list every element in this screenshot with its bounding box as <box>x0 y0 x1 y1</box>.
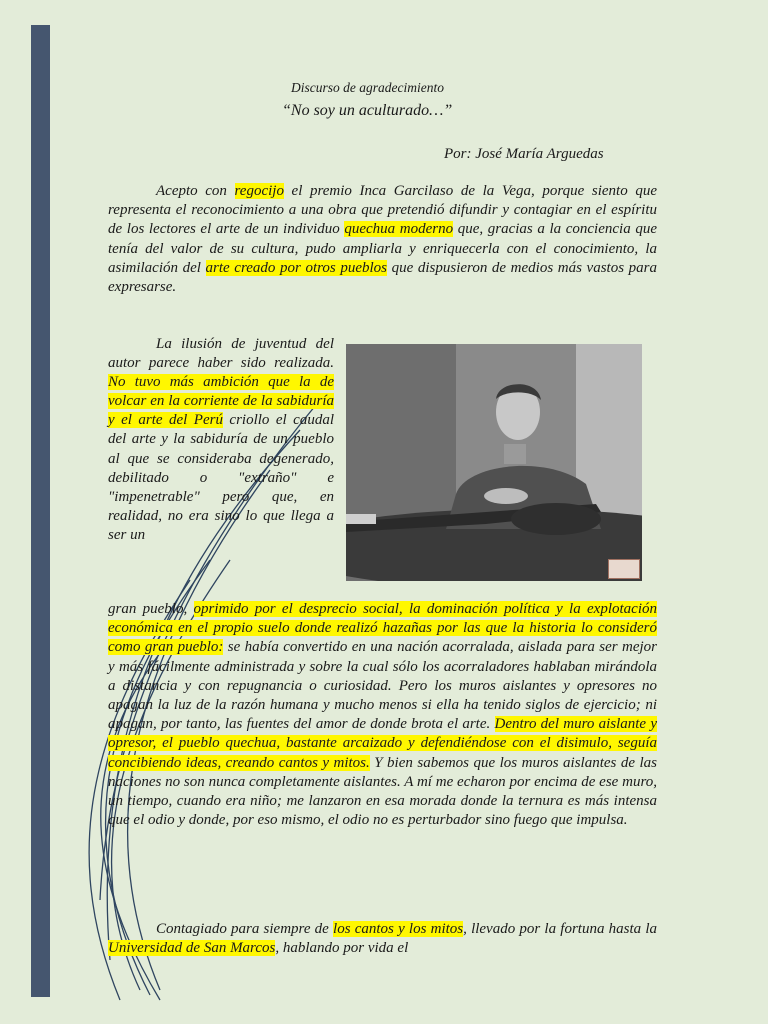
author-photo-illustration <box>346 344 642 581</box>
text-run: , llevado por la fortuna hasta la <box>463 921 657 937</box>
highlighted-text: No tuvo más ambición que la de volcar en la corriente de la sabiduría y el arte del Perú <box>108 374 334 429</box>
text-run: que, gracias a la conciencia que tenía del valor de su cultura, pudo ampliarla y enriquecerla con el conocimiento, la asimilación del <box>108 221 657 276</box>
paragraph-closing <box>108 920 657 958</box>
paragraph-main <box>108 600 657 830</box>
text-run: Y bien sabemos que los muros aislantes de las naciones no son nunca completamente aislantes. A mí me echaron por encima de ese muro, un tiempo, cuando era niño; me lanzaron en esa morada donde la ternura es más intensa que el odio y donde, por eso mismo, el odio no es perturbador sino fuego que impulsa. <box>108 754 657 829</box>
highlighted-text: quechua moderno <box>344 221 454 238</box>
watermark-logo <box>608 559 640 579</box>
author-photo <box>346 344 642 581</box>
highlighted-text: oprimido por el desprecio social, la dominación política y la explotación económica en el propio suelo donde realizó hazañas por las que la historia lo consideró como gran pueblo: <box>108 601 657 656</box>
highlighted-text: Dentro del muro aislante y opresor, el pueblo quechua, bastante arcaizado y defendiéndose con el disimulo, seguía concibiendo ideas, creando cantos y mitos. <box>108 716 657 771</box>
paragraph-column <box>108 335 334 545</box>
highlighted-text: arte creado por otros pueblos <box>205 259 387 276</box>
author-byline: Por: José María Arguedas <box>444 146 604 162</box>
paragraph-intro <box>108 182 657 297</box>
decorative-side-bar <box>31 25 50 997</box>
text-run: el premio Inca Garcilaso de la Vega, porque siento que representa el reconocimiento a una obra que pretendió difundir y contagiar en el espíritu de los lectores el arte de un individuo <box>108 183 657 238</box>
text-run: criollo el caudal del arte y la sabiduría de un pueblo al que se consideraba degenerado, debilitado o "extraño" e "impenetrable" pero que, en realidad, no era sino lo que llega a ser un <box>108 412 334 543</box>
speech-title: “No soy un aculturado…” <box>282 102 453 119</box>
text-run: Contagiado para siempre de <box>156 921 334 937</box>
text-run: Acepto con <box>156 183 235 199</box>
speech-subtitle: Discurso de agradecimiento <box>291 80 444 95</box>
text-run: que dispusieron de medios más vastos para expresarse. <box>108 259 657 296</box>
text-run: La ilusión de juventud del autor parece haber sido realizada. <box>108 336 334 372</box>
highlighted-text: los cantos y los mitos <box>333 921 464 937</box>
text-run: se había convertido en una nación acorralada, aislada para ser mejor y más fácilmente administrada y sobre la cual sólo los acorraladores hablaban mirándola a distancia y con repugnancia o curiosidad. Pero los muros aislantes y opresores no apagan la luz de la razón humana y mucho menos si ella ha tenido siglos de ejercicio; ni apagan, por tanto, las fuentes del amor de donde brota el arte. <box>108 639 657 733</box>
text-run: , hablando por vida el <box>275 940 409 957</box>
text-run: gran pueblo, <box>108 601 194 617</box>
highlighted-text: Universidad de San Marcos <box>108 940 276 957</box>
highlighted-text: regocijo <box>234 183 284 199</box>
